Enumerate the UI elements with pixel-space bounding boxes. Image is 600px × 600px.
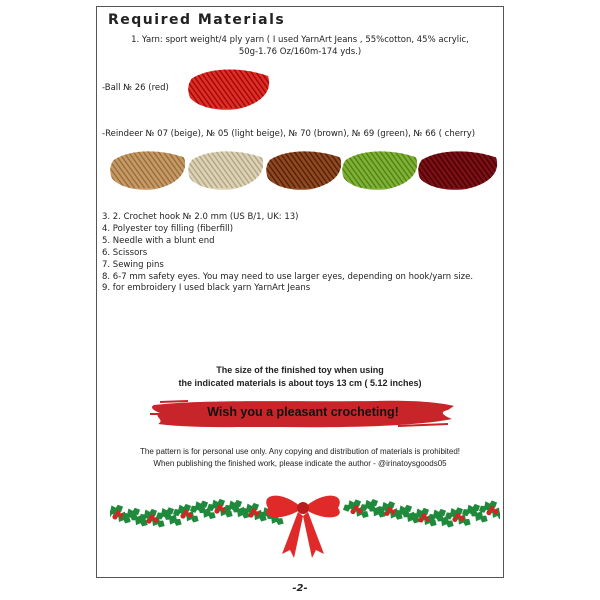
page-number: -2-	[292, 583, 308, 594]
list-item: 8. 6-7 mm safety eyes. You may need to use larger eyes, depending on hook/yarn size.	[102, 271, 474, 282]
notice-line-2: When publishing the finished work, please indicate the author - @irinatoysgoods05	[153, 458, 447, 468]
yarn-line-1: 1. Yarn: sport weight/4 ply yarn ( I used YarnArt Jeans , 55%cotton, 45% acrylic,	[131, 35, 469, 45]
light-beige-yarn-swatch	[186, 146, 266, 192]
cherry-yarn-swatch	[416, 146, 500, 192]
page-heading: Required Materials	[108, 12, 286, 28]
wish-text: Wish you a pleasant crocheting!	[207, 405, 399, 419]
green-yarn-swatch	[340, 146, 420, 192]
list-item: 3. 2. Crochet hook № 2.0 mm (US B/1, UK: 13)	[102, 212, 299, 222]
ribbon-bow-icon	[266, 496, 340, 558]
list-item: 7. Sewing pins	[102, 259, 164, 270]
list-item: 4. Polyester toy filling (fiberfill)	[102, 223, 234, 234]
list-item: 9. for embroidery I used black yarn YarnArt Jeans	[102, 283, 311, 294]
notice-line-1: The pattern is for personal use only. Any copying and distribution of materials is prohibited!	[139, 447, 461, 456]
materials-list	[102, 212, 473, 295]
size-line-2: the indicated materials is about toys 13 cm ( 5.12 inches)	[178, 378, 422, 388]
yarn-line-2: 50g-1.76 Oz/160m-174 yds.)	[238, 47, 362, 57]
copyright-notice	[110, 446, 490, 469]
size-line-1: The size of the finished toy when using	[216, 365, 384, 375]
red-yarn-swatch	[186, 64, 272, 112]
list-item: 6. Scissors	[102, 247, 148, 258]
beige-yarn-swatch	[108, 146, 188, 192]
ball-label: -Ball № 26 (red)	[102, 83, 169, 93]
toy-size-note	[110, 364, 490, 390]
list-item: 5. Needle with a blunt end	[102, 235, 215, 246]
yarn-description	[120, 34, 480, 58]
reindeer-label: -Reindeer № 07 (beige), № 05 (light beige), № 70 (brown), № 69 (green), № 66 ( cherry)	[102, 129, 476, 139]
brown-yarn-swatch	[264, 146, 344, 192]
holly-garland	[110, 488, 500, 560]
